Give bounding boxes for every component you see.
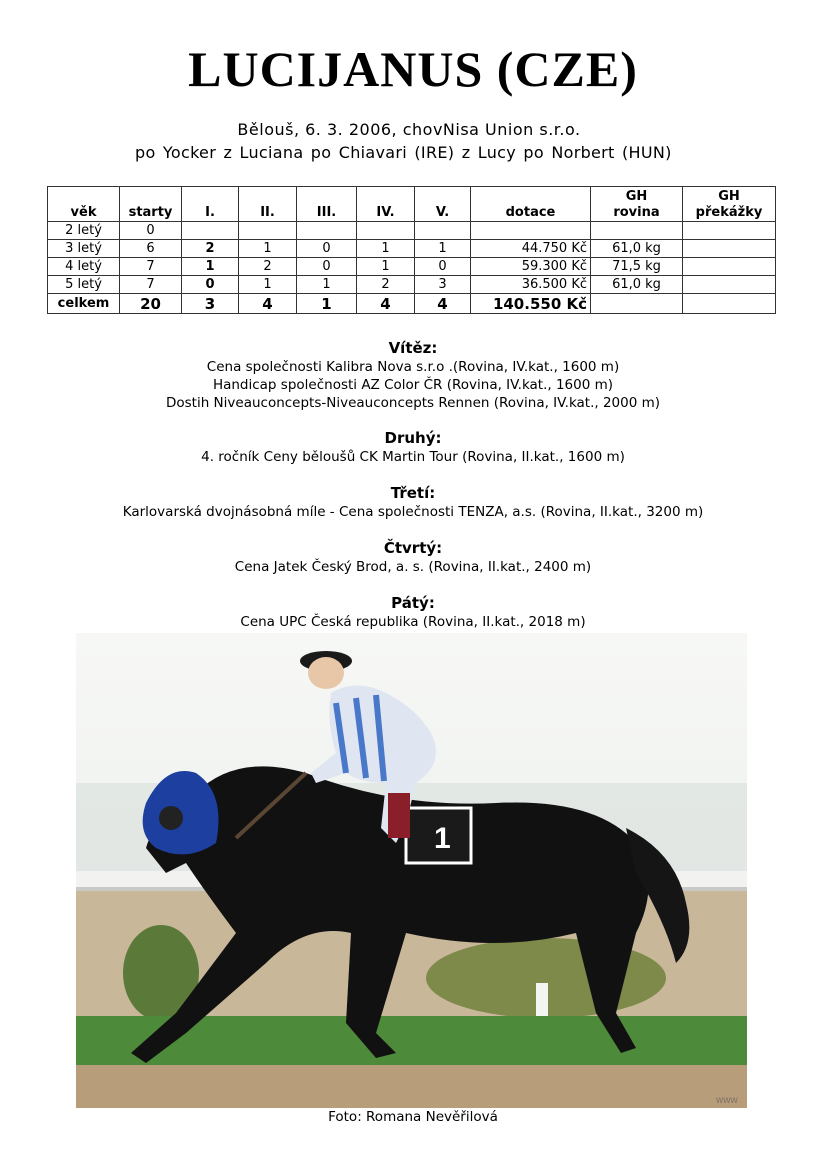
cell: 44.750 Kč — [471, 240, 591, 258]
col-header-second: II. — [239, 187, 297, 222]
section-heading: Čtvrtý: — [383, 539, 443, 557]
cell: 7 — [120, 276, 182, 294]
cell: 3 — [415, 276, 471, 294]
cell — [591, 294, 683, 314]
gh-jumps-label: GH překážky — [695, 189, 763, 220]
cell — [683, 258, 776, 276]
horse-birth-breeder: Bělouš, 6. 3. 2006, chovNisa Union s.r.o. — [237, 120, 581, 139]
col-header-age: věk — [48, 187, 120, 222]
race-entry: 4. ročník Ceny běloušů CK Martin Tour (Rovina, II.kat., 1600 m) — [201, 449, 625, 465]
col-header-gh-flat — [591, 187, 683, 222]
cell: 1 — [239, 240, 297, 258]
cell — [415, 222, 471, 240]
svg-text:www: www — [716, 1095, 738, 1106]
cell: 4 — [239, 294, 297, 314]
section-winner — [0, 338, 826, 412]
horse-photo — [76, 633, 747, 1108]
cell — [297, 222, 357, 240]
table-total-row — [48, 294, 776, 314]
saddle-number: 1 — [434, 822, 451, 855]
section-second — [0, 428, 826, 466]
table-row — [48, 276, 776, 294]
section-heading: Druhý: — [384, 429, 442, 447]
cell: 3 — [182, 294, 239, 314]
cell: 1 — [182, 258, 239, 276]
race-stats-table — [47, 186, 776, 314]
cell: 20 — [120, 294, 182, 314]
horse-name-title: LUCIJANUS (CZE) — [188, 41, 638, 97]
cell — [683, 222, 776, 240]
section-heading: Pátý: — [391, 594, 435, 612]
table-row — [48, 222, 776, 240]
cell — [357, 222, 415, 240]
photo-credit: Foto: Romana Nevěřilová — [328, 1109, 498, 1125]
cell — [591, 222, 683, 240]
cell: 4 letý — [48, 258, 120, 276]
col-header-prize: dotace — [471, 187, 591, 222]
cell: 36.500 Kč — [471, 276, 591, 294]
cell: 7 — [120, 258, 182, 276]
cell: 59.300 Kč — [471, 258, 591, 276]
cell: 1 — [239, 276, 297, 294]
cell: 1 — [357, 258, 415, 276]
cell — [683, 276, 776, 294]
cell: 4 — [415, 294, 471, 314]
cell — [182, 222, 239, 240]
section-fifth — [0, 593, 826, 631]
col-header-first: I. — [182, 187, 239, 222]
cell: 4 — [357, 294, 415, 314]
cell: 5 letý — [48, 276, 120, 294]
cell: 1 — [357, 240, 415, 258]
cell: 61,0 kg — [591, 276, 683, 294]
cell: 1 — [415, 240, 471, 258]
cell: 2 letý — [48, 222, 120, 240]
cell: 0 — [297, 240, 357, 258]
cell: 2 — [239, 258, 297, 276]
section-fourth — [0, 538, 826, 576]
cell — [683, 294, 776, 314]
cell: 71,5 kg — [591, 258, 683, 276]
race-entry: Karlovarská dvojnásobná míle - Cena společnosti TENZA, a.s. (Rovina, II.kat., 3200 m) — [122, 504, 704, 520]
cell: 3 letý — [48, 240, 120, 258]
race-entry: Cena Jatek Český Brod, a. s. (Rovina, II.kat., 2400 m) — [234, 559, 592, 575]
cell: 0 — [182, 276, 239, 294]
horse-photo-illustration — [76, 633, 747, 1108]
cell: 0 — [297, 258, 357, 276]
cell — [683, 240, 776, 258]
cell: 2 — [357, 276, 415, 294]
race-entry: Handicap společnosti AZ Color ČR (Rovina, IV.kat., 1600 m) — [212, 377, 614, 393]
cell: 2 — [182, 240, 239, 258]
col-header-starts: starty — [120, 187, 182, 222]
cell: 1 — [297, 294, 357, 314]
table-row — [48, 258, 776, 276]
section-heading: Vítěz: — [388, 339, 438, 357]
cell — [471, 222, 591, 240]
table-header-row — [48, 187, 776, 222]
section-heading: Třetí: — [390, 484, 436, 502]
col-header-fifth: V. — [415, 187, 471, 222]
gh-flat-label: GH rovina — [613, 189, 660, 220]
race-entry: Cena UPC Česká republika (Rovina, II.kat., 2018 m) — [240, 614, 586, 630]
section-third — [0, 483, 826, 521]
cell: 61,0 kg — [591, 240, 683, 258]
cell: 6 — [120, 240, 182, 258]
race-entry: Dostih Niveauconcepts-Niveauconcepts Rennen (Rovina, IV.kat., 2000 m) — [165, 395, 661, 411]
cell: 1 — [297, 276, 357, 294]
col-header-fourth: IV. — [357, 187, 415, 222]
col-header-third: III. — [297, 187, 357, 222]
cell: 140.550 Kč — [471, 294, 591, 314]
horse-pedigree: po Yocker z Luciana po Chiavari (IRE) z Lucy po Norbert (HUN) — [135, 143, 672, 162]
race-entry: Cena společnosti Kalibra Nova s.r.o .(Rovina, IV.kat., 1600 m) — [206, 359, 620, 375]
total-label: celkem — [48, 294, 120, 314]
cell: 0 — [120, 222, 182, 240]
col-header-gh-jumps — [683, 187, 776, 222]
table-row — [48, 240, 776, 258]
cell: 0 — [415, 258, 471, 276]
cell — [239, 222, 297, 240]
